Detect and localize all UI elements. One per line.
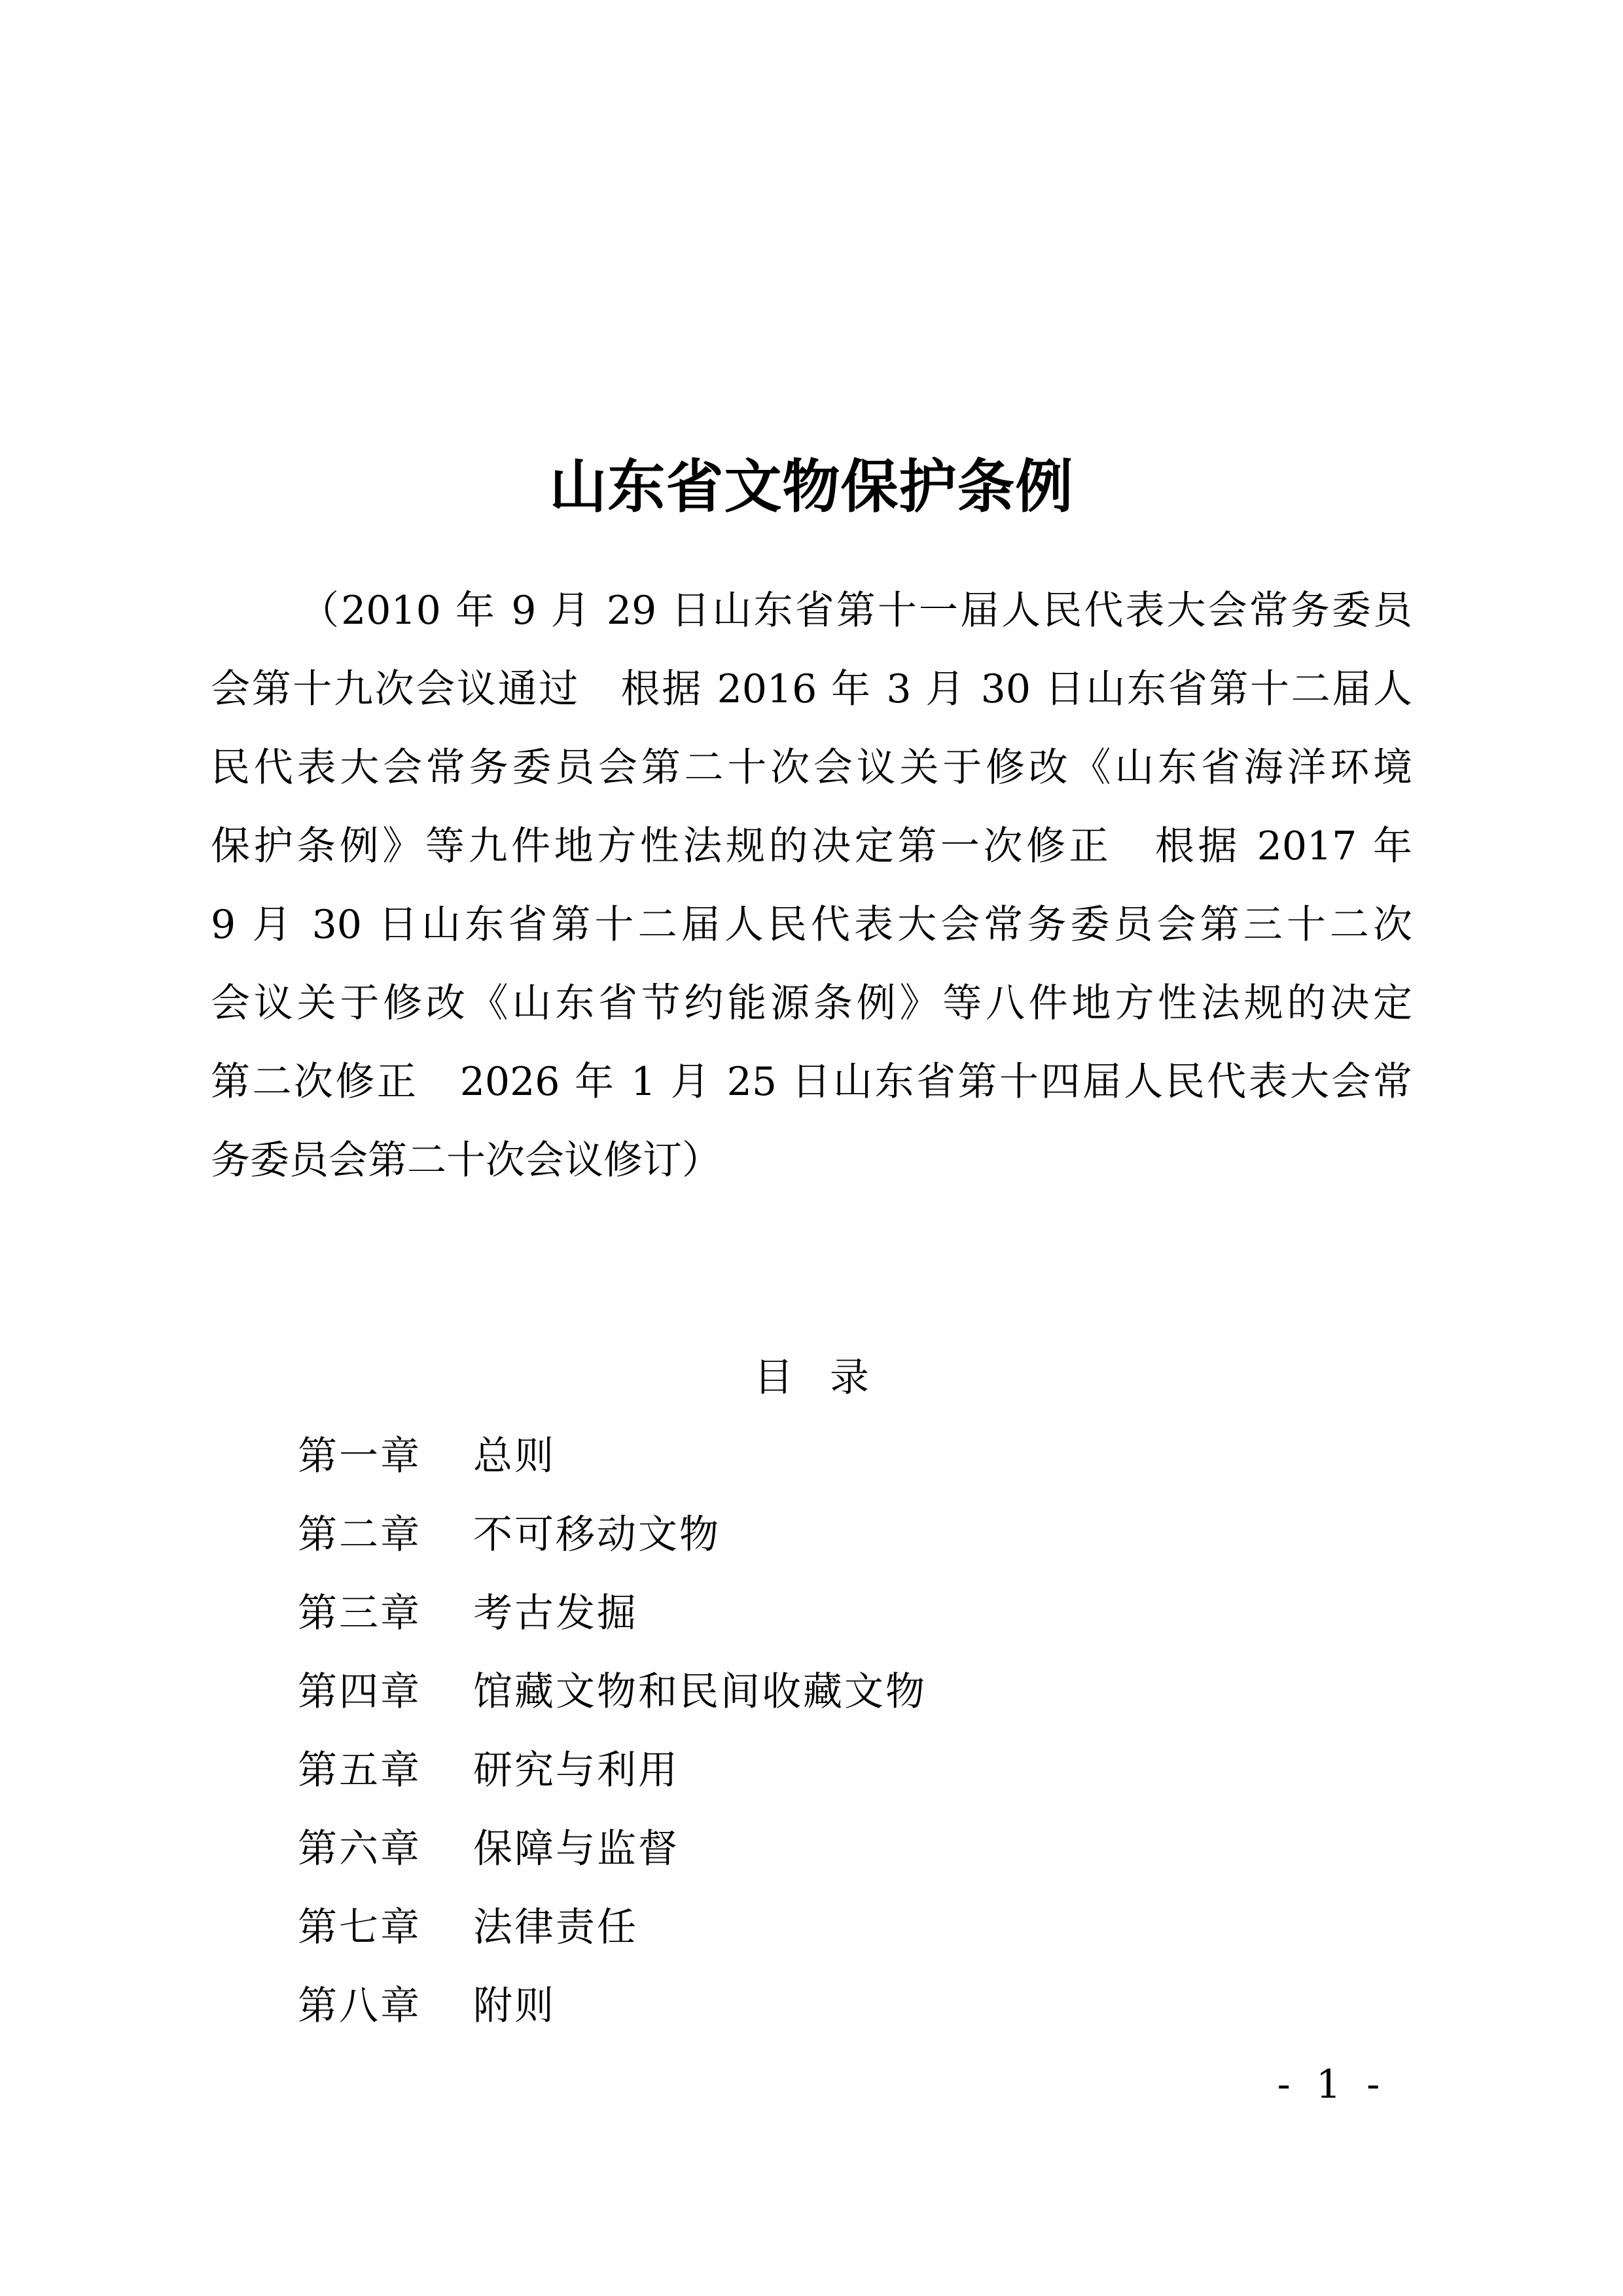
toc-chapter-number: 第二章	[298, 1512, 421, 1558]
toc-heading: 目录	[754, 1355, 906, 1401]
toc-chapter-name: 不可移动文物	[473, 1512, 721, 1558]
history-line-8: 务委员会第二十次会议修订）	[211, 1138, 721, 1183]
history-line-7: 第二次修正 2026 年 1 月 25 日山东省第十四届人民代表大会常	[211, 1059, 1412, 1105]
toc-chapter-number: 第六章	[298, 1826, 421, 1872]
toc-item[interactable]	[298, 1430, 556, 1482]
history-line-4: 保护条例》等九件地方性法规的决定第一次修正 根据 2017 年	[211, 823, 1412, 869]
toc-chapter-number: 第一章	[298, 1433, 421, 1479]
history-line-6: 会议关于修改《山东省节约能源条例》等八件地方性法规的决定	[211, 980, 1412, 1026]
toc-chapter-number: 第七章	[298, 1905, 421, 1950]
toc-chapter-number: 第八章	[298, 1983, 421, 2029]
toc-chapter-number: 第四章	[298, 1669, 421, 1715]
history-line-1: （2010 年 9 月 29 日山东省第十一届人民代表大会常务委员	[300, 588, 1412, 634]
toc-item[interactable]	[298, 1980, 556, 2032]
toc-chapter-name: 保障与监督	[473, 1826, 679, 1872]
toc-chapter-name: 附则	[473, 1983, 556, 2029]
toc-chapter-number: 第三章	[298, 1590, 421, 1636]
toc-chapter-name: 总则	[473, 1433, 556, 1479]
toc-chapter-name: 馆藏文物和民间收藏文物	[473, 1669, 927, 1715]
toc-item[interactable]	[298, 1901, 638, 1954]
history-line-3: 民代表大会常务委员会第二十次会议关于修改《山东省海洋环境	[211, 745, 1412, 791]
document-title: 山东省文物保护条例	[549, 452, 1074, 520]
toc-item[interactable]	[298, 1823, 679, 1875]
toc-item[interactable]	[298, 1587, 638, 1640]
toc-item[interactable]	[298, 1509, 721, 1561]
toc-chapter-number: 第五章	[298, 1748, 421, 1793]
toc-item[interactable]	[298, 1744, 679, 1797]
history-line-2: 会第十九次会议通过 根据 2016 年 3 月 30 日山东省第十二届人	[211, 666, 1412, 712]
toc-item[interactable]	[298, 1666, 927, 1718]
page-number: - 1 -	[1277, 2062, 1387, 2108]
history-line-5: 9 月 30 日山东省第十二届人民代表大会常务委员会第三十二次	[211, 902, 1412, 948]
toc-chapter-name: 法律责任	[473, 1905, 638, 1950]
toc-chapter-name: 研究与利用	[473, 1748, 679, 1793]
toc-chapter-name: 考古发掘	[473, 1590, 638, 1636]
